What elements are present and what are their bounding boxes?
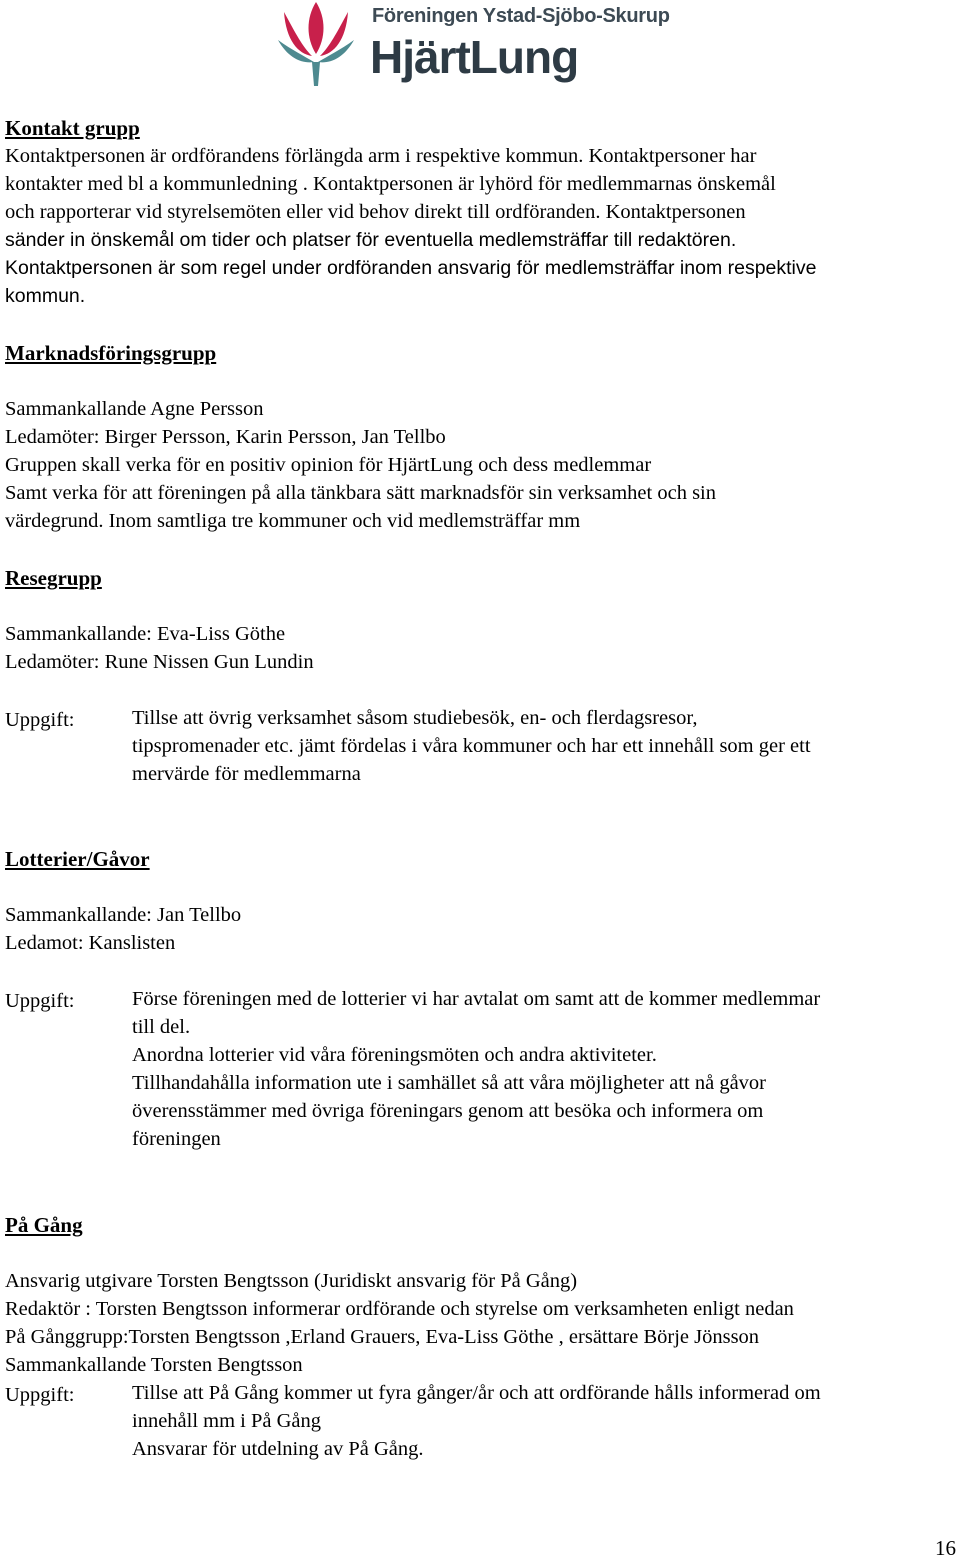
kontakt-heading: Kontakt grupp xyxy=(5,116,140,140)
lotteri-uppgift-line: Anordna lotterier vid våra föreningsmöten och andra aktiviteter. xyxy=(132,1044,657,1066)
marknad-sammankallande: Sammankallande Agne Persson xyxy=(5,398,264,420)
marknad-line: värdegrund. Inom samtliga tre kommuner och vid medlemsträffar mm xyxy=(5,510,581,532)
marknad-line: Samt verka för att föreningen på alla tänkbara sätt marknadsför sin verksamhet och sin xyxy=(5,482,716,504)
kontakt-line: kommun. xyxy=(5,285,86,307)
pagang-line: Redaktör : Torsten Bengtsson informerar ordförande och styrelse om verksamheten enligt nedan xyxy=(5,1298,794,1320)
kontakt-line: sänder in önskemål om tider och platser för eventuella medlemsträffar till redaktören. xyxy=(5,229,737,251)
rese-ledamoter: Ledamöter: Rune Nissen Gun Lundin xyxy=(5,651,314,673)
page-number: 16 xyxy=(935,1536,956,1560)
rese-uppgift-line: tipspromenader etc. jämt fördelas i våra kommuner och har ett innehåll som ger ett xyxy=(132,735,811,757)
tulip-logo-icon xyxy=(276,0,356,88)
lotteri-uppgift-label: Uppgift: xyxy=(5,990,75,1012)
marknad-heading: Marknadsföringsgrupp xyxy=(5,341,217,365)
marknad-line: Gruppen skall verka för en positiv opinion för HjärtLung och dess medlemmar xyxy=(5,454,652,476)
lotteri-uppgift-line: Tillhandahålla information ute i samhället så att våra möjligheter att nå gåvor xyxy=(132,1072,766,1094)
pagang-line: Sammankallande Torsten Bengtsson xyxy=(5,1354,303,1376)
pagang-uppgift-line: Tillse att På Gång kommer ut fyra gånger/år och att ordförande hålls informerad om xyxy=(132,1382,821,1404)
pagang-heading: På Gång xyxy=(5,1213,83,1237)
kontakt-line: Kontaktpersonen är ordförandens förlängda arm i respektive kommun. Kontaktpersoner har xyxy=(5,145,757,167)
kontakt-line: och rapporterar vid styrelsemöten eller vid behov direkt till ordföranden. Kontaktpersonen xyxy=(5,201,746,223)
lotteri-uppgift-line: till del. xyxy=(132,1016,191,1038)
lotteri-heading: Lotterier/Gåvor xyxy=(5,847,150,871)
pagang-uppgift-line: innehåll mm i På Gång xyxy=(132,1410,322,1432)
lotteri-sammankallande: Sammankallande: Jan Tellbo xyxy=(5,904,242,926)
logo-name: HjärtLung xyxy=(370,31,579,83)
pagang-uppgift-line: Ansvarar för utdelning av På Gång. xyxy=(132,1438,424,1460)
kontakt-line: kontakter med bl a kommunledning . Kontaktpersonen är lyhörd för medlemmarnas önskemål xyxy=(5,173,776,195)
lotteri-uppgift-line: Förse föreningen med de lotterier vi har avtalat om samt att de kommer medlemmar xyxy=(132,988,821,1010)
kontakt-line: Kontaktpersonen är som regel under ordföranden ansvarig för medlemsträffar inom respektive xyxy=(5,257,817,279)
pagang-line: På Gånggrupp:Torsten Bengtsson ,Erland Grauers, Eva-Liss Göthe , ersättare Börje Jönsson xyxy=(5,1326,760,1348)
rese-heading: Resegrupp xyxy=(5,566,102,590)
hjartlung-logo xyxy=(276,0,676,90)
rese-uppgift-line: Tillse att övrig verksamhet såsom studiebesök, en- och flerdagsresor, xyxy=(132,707,698,729)
marknad-ledamoter: Ledamöter: Birger Persson, Karin Persson, Jan Tellbo xyxy=(5,426,446,448)
lotteri-ledamot: Ledamot: Kanslisten xyxy=(5,932,176,954)
rese-uppgift-label: Uppgift: xyxy=(5,709,75,731)
lotteri-uppgift-line: föreningen xyxy=(132,1128,221,1150)
pagang-uppgift-label: Uppgift: xyxy=(5,1384,75,1406)
rese-uppgift-line: mervärde för medlemmarna xyxy=(132,763,361,785)
rese-sammankallande: Sammankallande: Eva-Liss Göthe xyxy=(5,623,286,645)
pagang-line: Ansvarig utgivare Torsten Bengtsson (Juridiskt ansvarig för På Gång) xyxy=(5,1270,578,1292)
lotteri-uppgift-line: överensstämmer med övriga föreningars genom att besöka och informera om xyxy=(132,1100,764,1122)
logo-subtitle: Föreningen Ystad-Sjöbo-Skurup xyxy=(372,5,670,27)
